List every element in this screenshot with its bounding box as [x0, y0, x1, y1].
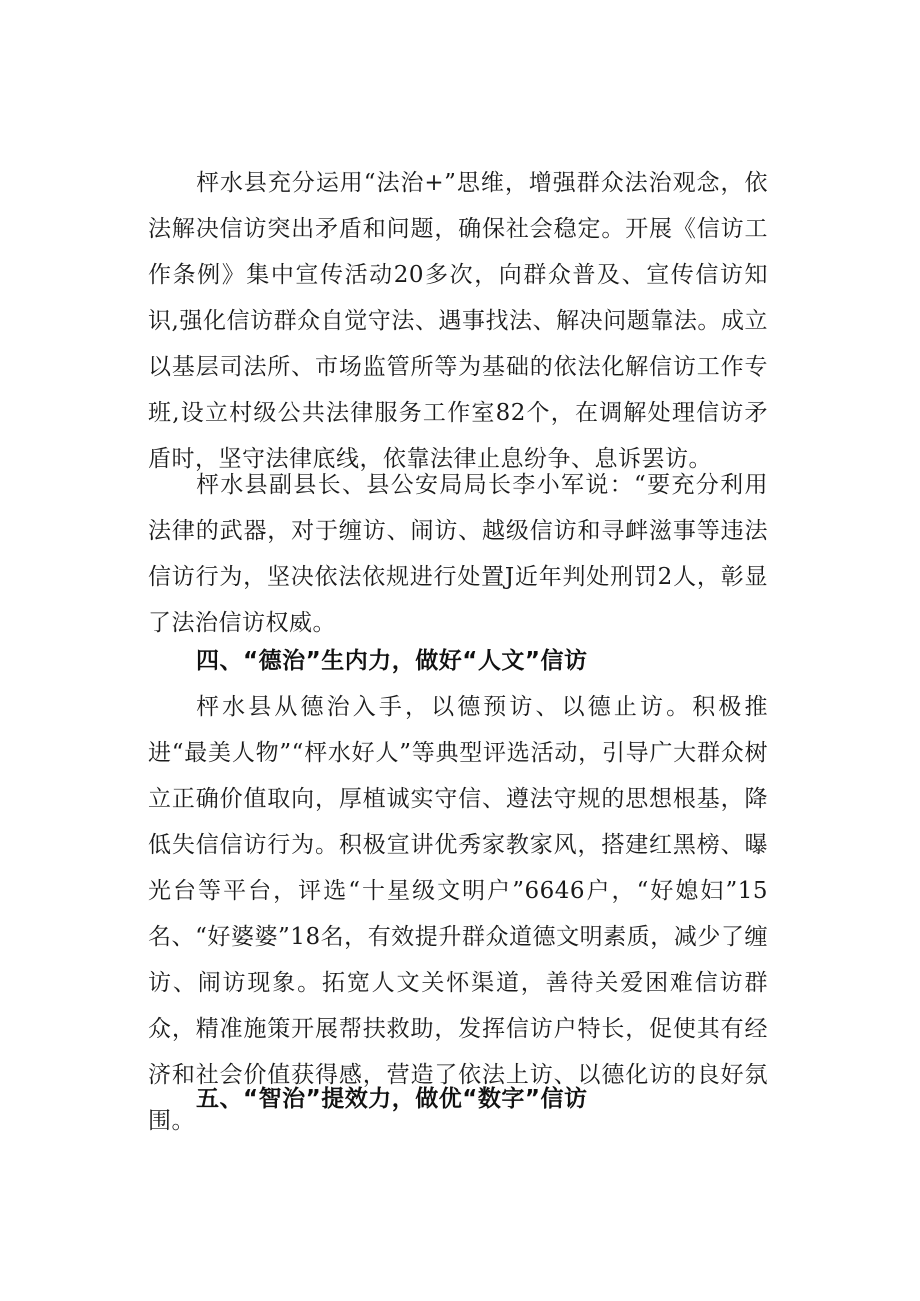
body-paragraph-quote: 枰水县副县长、县公安局局长李小军说：“要充分利用法律的武器，对于缠访、闹访、越级信访和寻衅滋事等违法信访行为，坚决依法依规进行处置J近年判处刑罚2人，彰显了法治信访权威。 [148, 472, 768, 636]
body-paragraph-rule-of-virtue: 枰水县从德治入手，以德预访、以德止访。积极推进“最美人物”“枰水好人”等典型评选活动，引导广大群众树立正确价值取向，厚植诚实守信、遵法守规的思想根基，降低失信信访行为。积极宣讲优秀家教家风，搭建红黑榜、曝光台等平台，评选“十星级文明户”6646户，“好媳妇”15名、“好婆婆”18名，有效提升群众道德文明素质，减少了缠访、闹访现象。拓宽人文关怀渠道，善待关爱困难信访群众，精准施策开展帮扶救助，发挥信访户特长，促使其有经济和社会价值获得感，营造了依法上访、以德化访的良好氛围。 [148, 694, 768, 1134]
section-heading-5: 五、“智治”提效力，做优“数字”信访 [196, 1086, 588, 1112]
section-heading-4: 四、“德治”生内力，做好“人文”信访 [196, 648, 588, 674]
body-paragraph-rule-of-law: 枰水县充分运用“法治+”思维，增强群众法治观念，依法解决信访突出矛盾和问题，确保社会稳定。开展《信访工作条例》集中宣传活动20多次，向群众普及、宣传信访知识,强化信访群众自觉守法、遇事找法、解决问题靠法。成立以基层司法所、市场监管所等为基础的依法化解信访工作专班,设立村级公共法律服务工作室82个，在调解处理信访矛盾时，坚守法律底线，依靠法律止息纷争、息诉罢访。 [148, 170, 768, 472]
